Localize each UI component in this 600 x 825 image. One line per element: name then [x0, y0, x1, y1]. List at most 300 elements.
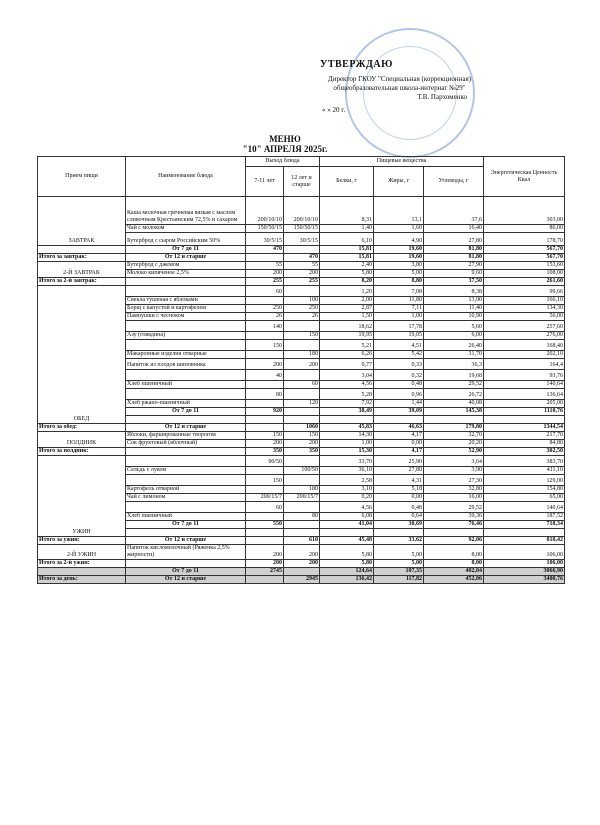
protein-cell: 4,56 [320, 502, 374, 513]
dish-cell: Бутерброд с сыром Российским 50% [126, 233, 246, 246]
fat-cell: 4,17 [374, 448, 424, 456]
header-protein: Белки, г [320, 167, 374, 197]
protein-cell: 14,30 [320, 432, 374, 440]
output-12-plus-cell: 120 [284, 400, 320, 408]
dish-cell: Молоко кипяченое 2,5% [126, 270, 246, 278]
output-7-11-cell: 350 [246, 448, 284, 456]
energy-cell: 567,70 [484, 254, 565, 262]
carbs-cell: 20,20 [424, 440, 484, 448]
total-row [38, 246, 565, 254]
dish-cell: Сок фруктовый (яблочный) [126, 440, 246, 448]
energy-cell [484, 529, 565, 537]
output-7-11-cell: 55 [246, 262, 284, 270]
dish-cell [126, 560, 246, 568]
dish-cell: От 12 и старше [126, 537, 246, 545]
meal-cell: Итого за полдник: [38, 448, 126, 456]
carbs-cell: 8,00 [424, 560, 484, 568]
total-row [38, 278, 565, 286]
menu-table-body [38, 197, 565, 584]
dish-cell: Хлеб пшеничный [126, 381, 246, 389]
output-7-11-cell: 250 [246, 305, 284, 313]
energy-cell: 106,00 [484, 545, 565, 560]
energy-cell: 168,40 [484, 340, 565, 351]
fat-cell: 117,82 [374, 576, 424, 584]
output-12-plus-cell: 2945 [284, 576, 320, 584]
protein-cell: 7,92 [320, 400, 374, 408]
output-12-plus-cell [284, 340, 320, 351]
meal-cell [38, 568, 126, 576]
output-12-plus-cell: 470 [284, 254, 320, 262]
output-12-plus-cell: 200/15/7 [284, 494, 320, 502]
energy-cell: 3400,76 [484, 576, 565, 584]
fat-cell: 33,62 [374, 537, 424, 545]
dish-cell: Пампушки с чесноком [126, 313, 246, 321]
dish-cell: Яблоки, фаршированные творогом [126, 432, 246, 440]
energy-cell: 3066,90 [484, 568, 565, 576]
meal-cell: Итого за обед: [38, 424, 126, 432]
dish-cell: Борщ с капустой и картофелем [126, 305, 246, 313]
dish-cell [126, 416, 246, 424]
fat-cell: 4,31 [374, 475, 424, 486]
output-7-11-cell: 150 [246, 432, 284, 440]
fat-cell: 107,35 [374, 568, 424, 576]
fat-cell: 4,17 [374, 432, 424, 440]
table-row [38, 197, 565, 225]
meal-cell: 2-Й ЗАВТРАК [38, 262, 126, 278]
meal-cell: ПОЛДНИК [38, 432, 126, 448]
carbs-cell: 52,90 [424, 448, 484, 456]
meal-cell: ЗАВТРАК [38, 197, 126, 246]
fat-cell: 5,18 [374, 486, 424, 494]
output-12-plus-cell [284, 502, 320, 513]
fat-cell: 4,51 [374, 340, 424, 351]
fat-cell: 19,60 [374, 254, 424, 262]
output-12-plus-cell: 55 [284, 262, 320, 270]
approval-date: « » 20 г. [322, 106, 346, 114]
dish-cell: Напиток кисломолочный (Ряженка 2,5% жирности) [126, 545, 246, 560]
energy-cell: 1110,76 [484, 408, 565, 416]
dish-cell [126, 278, 246, 286]
output-7-11-cell [246, 467, 284, 475]
table-row [38, 432, 565, 440]
dish-cell: Макаронные изделия отварные [126, 351, 246, 359]
output-12-plus-cell [284, 286, 320, 297]
energy-cell: 818,42 [484, 537, 565, 545]
protein-cell: 6,26 [320, 351, 374, 359]
carbs-cell: 145,38 [424, 408, 484, 416]
carbs-cell: 81,80 [424, 254, 484, 262]
header-output: Выход блюда [246, 157, 320, 167]
output-7-11-cell: 200 [246, 440, 284, 448]
header-meal: Прием пищи [38, 157, 126, 197]
output-12-plus-cell: 200 [284, 359, 320, 370]
output-7-11-cell: 150 [246, 475, 284, 486]
dish-cell: От 7 до 11 [126, 568, 246, 576]
fat-cell: 19,05 [374, 332, 424, 340]
output-7-11-cell: 2745 [246, 568, 284, 576]
protein-cell: 5,28 [320, 389, 374, 400]
meal-cell: 2-Й УЖИН [38, 545, 126, 560]
energy-cell: 65,00 [484, 494, 565, 502]
output-7-11-cell [246, 576, 284, 584]
energy-cell: 84,80 [484, 440, 565, 448]
approval-line-1: Директор ГКОУ "Специальная (коррекционная) [327, 75, 472, 83]
dish-cell [126, 321, 246, 332]
header-dish: Наименование блюда [126, 157, 246, 197]
carbs-cell: 29,52 [424, 502, 484, 513]
fat-cell: 1,00 [374, 313, 424, 321]
protein-cell: 0,77 [320, 359, 374, 370]
dish-cell [126, 340, 246, 351]
fat-cell: 27,80 [374, 467, 424, 475]
dish-cell: От 12 и старше [126, 254, 246, 262]
output-7-11-cell: 40 [246, 370, 284, 381]
protein-cell: 124,64 [320, 568, 374, 576]
energy-cell: 140,64 [484, 381, 565, 389]
energy-cell: 56,00 [484, 313, 565, 321]
energy-cell [484, 416, 565, 424]
output-12-plus-cell [284, 521, 320, 529]
protein-cell: 3,04 [320, 370, 374, 381]
output-7-11-cell: 200 [246, 560, 284, 568]
dish-cell: От 7 до 11 [126, 408, 246, 416]
output-7-11-cell: 920 [246, 408, 284, 416]
output-7-11-cell: 200 [246, 545, 284, 560]
output-7-11-cell [246, 351, 284, 359]
dish-cell [126, 456, 246, 467]
protein-cell: 8,31 [320, 197, 374, 225]
energy-cell: 166,10 [484, 297, 565, 305]
output-12-plus-cell [284, 370, 320, 381]
dish-cell: От 12 и старше [126, 424, 246, 432]
output-7-11-cell [246, 400, 284, 408]
carbs-cell: 27,90 [424, 262, 484, 270]
fat-cell: 0,48 [374, 381, 424, 389]
dish-cell: Чай с молоком [126, 225, 246, 233]
header-nutrients: Пищевые вещества [320, 157, 484, 167]
energy-cell: 136,64 [484, 389, 565, 400]
carbs-cell [424, 416, 484, 424]
energy-cell: 1344,54 [484, 424, 565, 432]
dish-cell [126, 448, 246, 456]
energy-cell: 140,64 [484, 502, 565, 513]
dish-cell: Чай с лимоном [126, 494, 246, 502]
output-7-11-cell: 60 [246, 286, 284, 297]
output-7-11-cell [246, 254, 284, 262]
energy-cell: 108,00 [484, 270, 565, 278]
output-12-plus-cell: 30/5/15 [284, 233, 320, 246]
output-12-plus-cell [284, 408, 320, 416]
fat-cell: 0,32 [374, 370, 424, 381]
total-row [38, 448, 565, 456]
carbs-cell: 27,80 [424, 233, 484, 246]
output-12-plus-cell: 255 [284, 278, 320, 286]
output-7-11-cell: 80 [246, 389, 284, 400]
meal-cell: Итого за 2-й завтрак: [38, 278, 126, 286]
approval-block [312, 60, 487, 115]
fat-cell: 13,1 [374, 197, 424, 225]
protein-cell: 33,70 [320, 456, 374, 467]
energy-cell: 164,4 [484, 359, 565, 370]
carbs-cell: 76,46 [424, 521, 484, 529]
output-12-plus-cell: 350 [284, 448, 320, 456]
meal-cell: Итого за завтрак: [38, 254, 126, 262]
protein-cell: 2,87 [320, 305, 374, 313]
dish-cell: Азу (говядина) [126, 332, 246, 340]
output-7-11-cell: 60 [246, 502, 284, 513]
menu-title: МЕНЮ [269, 134, 301, 144]
dish-cell [126, 286, 246, 297]
header-age-12-plus: 12 лет и старше [284, 167, 320, 197]
protein-cell: 136,42 [320, 576, 374, 584]
output-12-plus-cell: 60 [284, 381, 320, 389]
output-12-plus-cell: 80 [284, 513, 320, 521]
output-12-plus-cell: 250 [284, 305, 320, 313]
energy-cell: 178,70 [484, 233, 565, 246]
protein-cell: 18,62 [320, 321, 374, 332]
meal-cell: ОБЕД [38, 286, 126, 424]
fat-cell: 39,09 [374, 408, 424, 416]
output-12-plus-cell [284, 529, 320, 537]
carbs-cell: 16,00 [424, 494, 484, 502]
output-12-plus-cell: 200 [284, 560, 320, 568]
carbs-cell: 92,06 [424, 537, 484, 545]
protein-cell: 45,48 [320, 537, 374, 545]
meal-cell: Итого за ужин: [38, 537, 126, 545]
dish-cell: Свекла тушеная с яблоками [126, 297, 246, 305]
protein-cell: 15,81 [320, 254, 374, 262]
protein-cell: 0,20 [320, 494, 374, 502]
output-12-plus-cell: 100/50 [284, 467, 320, 475]
carbs-cell: 3,64 [424, 456, 484, 467]
fat-cell: 19,60 [374, 246, 424, 254]
carbs-cell: 29,52 [424, 381, 484, 389]
fat-cell: 46,63 [374, 424, 424, 432]
carbs-cell: 6,00 [424, 332, 484, 340]
fat-cell: 1,44 [374, 400, 424, 408]
fat-cell: 5,00 [374, 270, 424, 278]
protein-cell: 2,40 [320, 262, 374, 270]
meal-cell: Итого за 2-й ужин: [38, 560, 126, 568]
output-12-plus-cell: 150/50/15 [284, 225, 320, 233]
output-7-11-cell [246, 416, 284, 424]
protein-cell: 15,81 [320, 246, 374, 254]
protein-cell: 6,08 [320, 513, 374, 521]
carbs-cell: 26,40 [424, 340, 484, 351]
dish-cell: Хлеб ржано-пшеничный [126, 400, 246, 408]
energy-cell: 129,00 [484, 475, 565, 486]
dish-cell: Хлеб пшеничный [126, 513, 246, 521]
dish-cell: От 7 до 11 [126, 246, 246, 254]
output-12-plus-cell: 200 [284, 440, 320, 448]
fat-cell: 0,00 [374, 494, 424, 502]
dish-cell: Напиток из плодов шиповника [126, 359, 246, 370]
dish-cell [126, 529, 246, 537]
output-7-11-cell: 550 [246, 521, 284, 529]
output-7-11-cell [246, 513, 284, 521]
menu-date: "10" АПРЕЛЯ 2025г. [242, 144, 328, 154]
dish-cell [126, 475, 246, 486]
output-12-plus-cell: 150 [284, 432, 320, 440]
output-7-11-cell [246, 486, 284, 494]
energy-cell: 383,70 [484, 456, 565, 467]
dish-cell [126, 370, 246, 381]
carbs-cell: 10,90 [424, 313, 484, 321]
header-fat: Жиры, г [374, 167, 424, 197]
output-7-11-cell [246, 381, 284, 389]
output-7-11-cell: 150 [246, 340, 284, 351]
energy-cell: 217,70 [484, 432, 565, 440]
total-row [38, 537, 565, 545]
table-row [38, 456, 565, 467]
approval-signature: Т.В. Пархоменко [417, 93, 467, 101]
output-12-plus-cell: 200 [284, 545, 320, 560]
dish-cell: Бутерброд с джемом [126, 262, 246, 270]
output-12-plus-cell [284, 246, 320, 254]
energy-cell: 205,00 [484, 400, 565, 408]
energy-cell: 257,60 [484, 321, 565, 332]
energy-cell: 93,76 [484, 370, 565, 381]
header-energy: Энергетическая Ценность Ккал [484, 157, 565, 197]
output-7-11-cell: 200 [246, 270, 284, 278]
approval-heading: УТВЕРЖДАЮ [320, 59, 393, 70]
output-12-plus-cell: 200/10/10 [284, 197, 320, 225]
protein-cell: 1,40 [320, 225, 374, 233]
carbs-cell: 37,50 [424, 278, 484, 286]
protein-cell: 5,80 [320, 270, 374, 278]
carbs-cell: 27,30 [424, 475, 484, 486]
energy-cell: 106,00 [484, 560, 565, 568]
energy-cell: 153,60 [484, 262, 565, 270]
carbs-cell: 31,70 [424, 351, 484, 359]
fat-cell: 0,48 [374, 502, 424, 513]
protein-cell: 1,00 [320, 440, 374, 448]
total-row [38, 560, 565, 568]
protein-cell: 15,30 [320, 448, 374, 456]
energy-cell: 134,30 [484, 305, 565, 313]
header-age-7-11: 7-11 лет [246, 167, 284, 197]
protein-cell: 6,10 [320, 233, 374, 246]
carbs-cell: 37,6 [424, 197, 484, 225]
menu-title-block [200, 134, 370, 154]
dish-cell [126, 502, 246, 513]
energy-cell: 302,50 [484, 448, 565, 456]
grand-total-row [38, 568, 565, 576]
output-12-plus-cell [284, 389, 320, 400]
energy-cell: 303,00 [484, 197, 565, 225]
table-row [38, 286, 565, 297]
fat-cell: 25,90 [374, 456, 424, 467]
output-12-plus-cell [284, 456, 320, 467]
output-7-11-cell [246, 424, 284, 432]
carbs-cell: 9,60 [424, 270, 484, 278]
dish-cell: Каша молочная гречневая вязкая с маслом сливочным Крестьянским 72,5% и сахаром [126, 197, 246, 225]
carbs-cell: 39,36 [424, 513, 484, 521]
protein-cell: 38,49 [320, 408, 374, 416]
output-12-plus-cell: 150 [284, 332, 320, 340]
output-12-plus-cell [284, 416, 320, 424]
carbs-cell: 452,06 [424, 576, 484, 584]
carbs-cell: 11,40 [424, 305, 484, 313]
fat-cell: 5,42 [374, 351, 424, 359]
carbs-cell: 36,3 [424, 359, 484, 370]
fat-cell: 3,80 [374, 262, 424, 270]
fat-cell: 5,00 [374, 545, 424, 560]
meal-cell: УЖИН [38, 456, 126, 537]
fat-cell: 0,64 [374, 513, 424, 521]
output-12-plus-cell: 180 [284, 351, 320, 359]
energy-cell: 411,10 [484, 467, 565, 475]
dish-cell: От 12 и старше [126, 576, 246, 584]
total-row [38, 424, 565, 432]
energy-cell: 154,80 [484, 486, 565, 494]
fat-cell: 5,00 [374, 560, 424, 568]
meal-cell: Итого за день: [38, 576, 126, 584]
carbs-cell: 402,04 [424, 568, 484, 576]
protein-cell: 2,00 [320, 297, 374, 305]
protein-cell: 41,04 [320, 521, 374, 529]
carbs-cell: 32,80 [424, 486, 484, 494]
approval-line-2: общеобразовательная школа-интернат №29" [333, 84, 466, 92]
protein-cell: 8,20 [320, 278, 374, 286]
fat-cell: 4,90 [374, 233, 424, 246]
protein-cell [320, 416, 374, 424]
carbs-cell: 16,40 [424, 225, 484, 233]
dish-cell: Сельдь с луком [126, 467, 246, 475]
fat-cell [374, 416, 424, 424]
protein-cell: 1,20 [320, 286, 374, 297]
output-7-11-cell: 200/10/10 [246, 197, 284, 225]
output-7-11-cell: 200 [246, 359, 284, 370]
output-7-11-cell [246, 297, 284, 305]
output-12-plus-cell: 200 [284, 270, 320, 278]
protein-cell: 4,56 [320, 381, 374, 389]
fat-cell: 8,80 [374, 278, 424, 286]
fat-cell: 0,33 [374, 359, 424, 370]
fat-cell: 11,80 [374, 297, 424, 305]
protein-cell: 3,10 [320, 486, 374, 494]
meal-cell [38, 246, 126, 254]
fat-cell: 1,60 [374, 225, 424, 233]
protein-cell: 19,95 [320, 332, 374, 340]
output-7-11-cell: 140 [246, 321, 284, 332]
protein-cell [320, 529, 374, 537]
carbs-cell: 8,38 [424, 286, 484, 297]
fat-cell: 30,69 [374, 521, 424, 529]
protein-cell: 5,80 [320, 560, 374, 568]
carbs-cell [424, 529, 484, 537]
fat-cell [374, 529, 424, 537]
output-12-plus-cell: 26 [284, 313, 320, 321]
output-12-plus-cell: 610 [284, 537, 320, 545]
output-7-11-cell [246, 537, 284, 545]
protein-cell: 5,21 [320, 340, 374, 351]
energy-cell: 261,60 [484, 278, 565, 286]
carbs-cell: 5,60 [424, 321, 484, 332]
dish-cell: Картофель отварной [126, 486, 246, 494]
energy-cell: 86,00 [484, 225, 565, 233]
output-7-11-cell [246, 332, 284, 340]
carbs-cell: 81,80 [424, 246, 484, 254]
energy-cell: 187,52 [484, 513, 565, 521]
output-7-11-cell: 470 [246, 246, 284, 254]
carbs-cell: 32,70 [424, 432, 484, 440]
total-row [38, 254, 565, 262]
output-12-plus-cell [284, 475, 320, 486]
output-7-11-cell: 255 [246, 278, 284, 286]
output-7-11-cell [246, 529, 284, 537]
output-7-11-cell: 26 [246, 313, 284, 321]
